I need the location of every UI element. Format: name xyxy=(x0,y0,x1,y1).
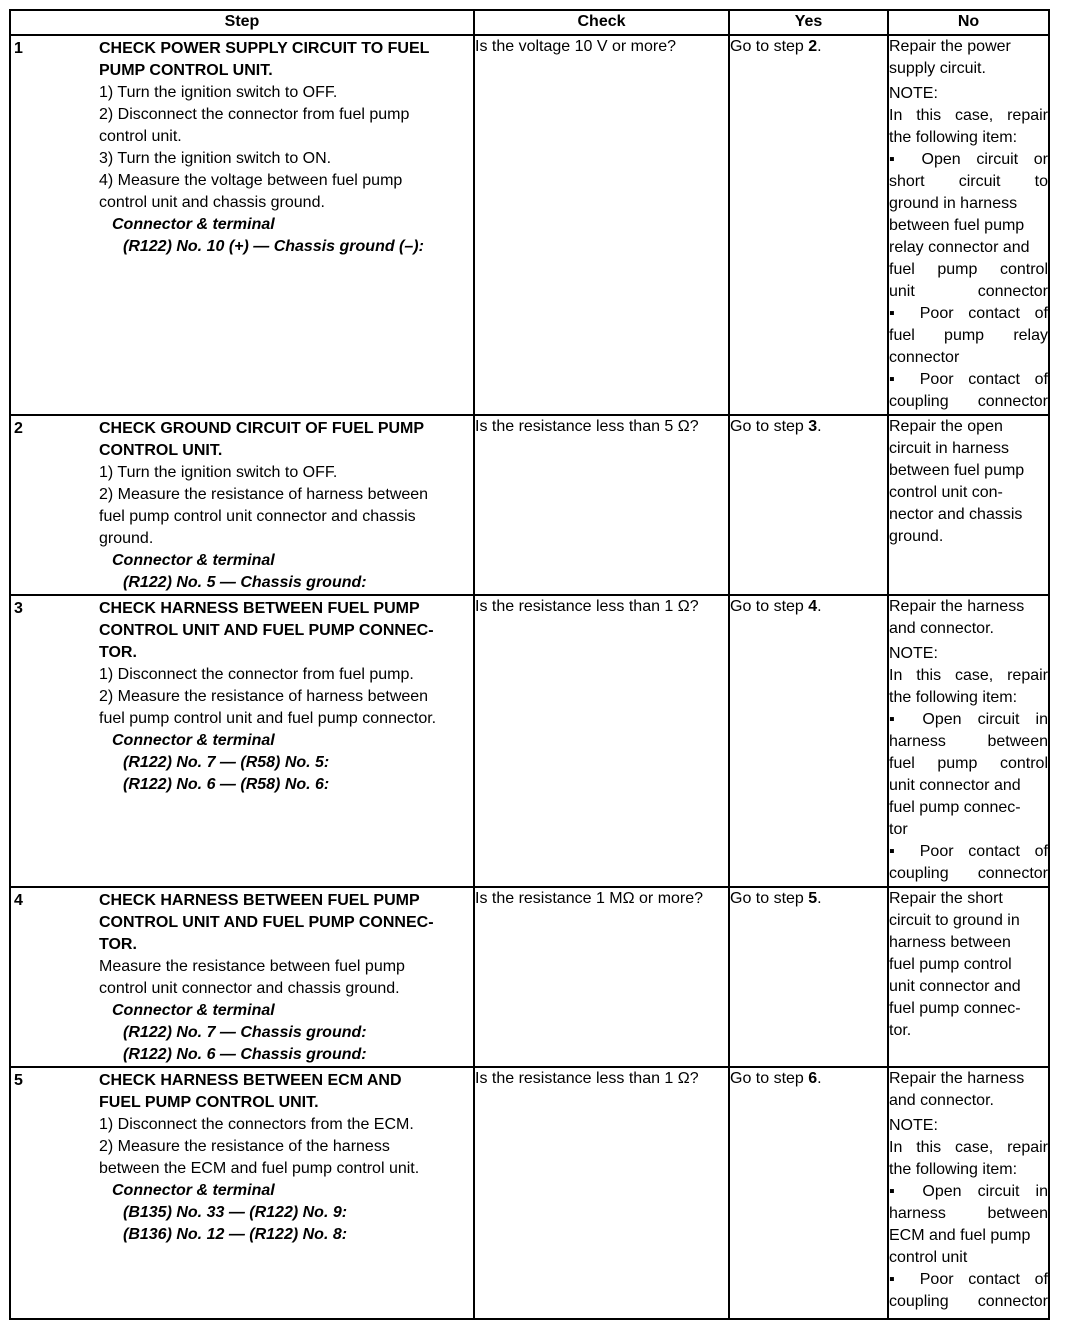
step-instruction-line: control unit and chassis ground. xyxy=(99,194,325,211)
no-action-line: tor. xyxy=(889,1022,912,1039)
yes-prefix: Go to step xyxy=(730,598,809,615)
note-label: NOTE: xyxy=(889,645,938,662)
yes-cell xyxy=(729,595,888,887)
no-action-line: unit connector and xyxy=(889,978,1021,995)
step-number: 2 xyxy=(14,420,23,437)
step-cell xyxy=(10,415,474,595)
yes-step-ref: 4 xyxy=(808,598,818,615)
terminal-spec: (R122) No. 7 — Chassis ground: xyxy=(123,1024,367,1041)
note-line: control unit xyxy=(889,1249,968,1266)
table-row xyxy=(10,887,1049,1067)
yes-cell xyxy=(729,1067,888,1319)
note-line: ▪ Open circuit in xyxy=(889,711,1048,728)
no-action-line: Repair the harness xyxy=(889,598,1025,615)
note-line: ECM and fuel pump xyxy=(889,1227,1031,1244)
header-check: Check xyxy=(474,10,729,35)
step-body xyxy=(99,416,473,594)
step-instruction-line: control unit. xyxy=(99,128,182,145)
note-line: unit connector xyxy=(889,283,1048,300)
no-action-line: control unit con- xyxy=(889,484,1003,501)
no-cell xyxy=(888,1067,1049,1319)
step-instruction-line: ground. xyxy=(99,530,154,547)
no-action-line: Repair the short xyxy=(889,890,1003,907)
step-title-line: PUMP CONTROL UNIT. xyxy=(99,62,273,79)
terminal-spec: (R122) No. 6 — (R58) No. 6: xyxy=(123,776,330,793)
yes-prefix: Go to step xyxy=(730,890,809,907)
step-title-line: CHECK GROUND CIRCUIT OF FUEL PUMP xyxy=(99,420,425,437)
connector-label: Connector & terminal xyxy=(112,732,275,749)
note-line: coupling connector xyxy=(889,393,1048,410)
note-line: tor xyxy=(889,821,908,838)
yes-action: Go to step 4. xyxy=(730,598,822,615)
step-instruction-line: 1) Disconnect the connectors from the ECM. xyxy=(99,1116,414,1133)
note-line: ▪ Poor contact of xyxy=(889,1271,1048,1288)
step-title-line: CHECK POWER SUPPLY CIRCUIT TO FUEL xyxy=(99,40,430,57)
note-line: coupling connector xyxy=(889,865,1048,882)
diagnostic-table xyxy=(9,9,1050,1320)
step-instruction-line: control unit connector and chassis ground. xyxy=(99,980,400,997)
no-action-line: and connector. xyxy=(889,620,994,637)
yes-action: Go to step 2. xyxy=(730,38,822,55)
no-cell xyxy=(888,35,1049,415)
yes-action: Go to step 3. xyxy=(730,418,822,435)
step-number: 5 xyxy=(14,1072,23,1089)
step-instruction-line: 1) Disconnect the connector from fuel pump. xyxy=(99,666,414,683)
check-cell xyxy=(474,595,729,887)
step-body xyxy=(99,36,473,258)
note-line: connector xyxy=(889,349,960,366)
note-line: ▪ Open circuit in xyxy=(889,1183,1048,1200)
no-action-line: Repair the harness xyxy=(889,1070,1025,1087)
step-cell xyxy=(10,887,474,1067)
step-body xyxy=(99,888,473,1066)
step-title-line: CONTROL UNIT AND FUEL PUMP CONNEC- xyxy=(99,622,434,639)
note-label: NOTE: xyxy=(889,1117,938,1134)
yes-prefix: Go to step xyxy=(730,38,809,55)
step-instruction-line: fuel pump control unit and fuel pump connector. xyxy=(99,710,437,727)
connector-label: Connector & terminal xyxy=(112,1182,275,1199)
connector-label: Connector & terminal xyxy=(112,216,275,233)
step-instruction-line: 2) Disconnect the connector from fuel pump xyxy=(99,106,410,123)
step-cell xyxy=(10,35,474,415)
table-body xyxy=(10,35,1049,1319)
no-cell xyxy=(888,595,1049,887)
terminal-spec: (R122) No. 10 (+) — Chassis ground (–): xyxy=(123,238,424,255)
check-question: Is the voltage 10 V or more? xyxy=(475,38,676,55)
step-title-line: CHECK HARNESS BETWEEN ECM AND xyxy=(99,1072,402,1089)
yes-action: Go to step 6. xyxy=(730,1070,822,1087)
note-line: coupling connector xyxy=(889,1293,1048,1310)
step-cell xyxy=(10,595,474,887)
yes-step-ref: 6 xyxy=(808,1070,818,1087)
note-line: fuel pump connec- xyxy=(889,799,1021,816)
note-line: short circuit to xyxy=(889,173,1048,190)
note-line: In this case, repair xyxy=(889,107,1048,124)
table-row xyxy=(10,35,1049,415)
terminal-spec: (R122) No. 7 — (R58) No. 5: xyxy=(123,754,330,771)
step-title-line: CONTROL UNIT AND FUEL PUMP CONNEC- xyxy=(99,914,434,931)
step-title-line: CHECK HARNESS BETWEEN FUEL PUMP xyxy=(99,600,420,617)
header-yes: Yes xyxy=(729,10,888,35)
yes-cell xyxy=(729,415,888,595)
yes-step-ref: 5 xyxy=(808,890,818,907)
check-cell xyxy=(474,35,729,415)
no-cell xyxy=(888,887,1049,1067)
step-number: 3 xyxy=(14,600,23,617)
header-no: No xyxy=(888,10,1049,35)
step-cell xyxy=(10,1067,474,1319)
no-action-line: and connector. xyxy=(889,1092,994,1109)
no-action-line: supply circuit. xyxy=(889,60,986,77)
note-line: ▪ Poor contact of xyxy=(889,305,1048,322)
no-action-line: Repair the open xyxy=(889,418,1003,435)
step-instruction-line: 1) Turn the ignition switch to OFF. xyxy=(99,84,338,101)
step-instruction-line: between the ECM and fuel pump control unit. xyxy=(99,1160,420,1177)
yes-prefix: Go to step xyxy=(730,1070,809,1087)
note-line: the following item: xyxy=(889,129,1018,146)
note-line: In this case, repair xyxy=(889,1139,1048,1156)
step-title-line: CHECK HARNESS BETWEEN FUEL PUMP xyxy=(99,892,420,909)
table-row xyxy=(10,595,1049,887)
note-line: fuel pump control xyxy=(889,755,1048,772)
step-body xyxy=(99,1068,473,1246)
note-line: ▪ Poor contact of xyxy=(889,843,1048,860)
terminal-spec: (R122) No. 6 — Chassis ground: xyxy=(123,1046,367,1063)
check-question: Is the resistance less than 5 Ω? xyxy=(475,418,699,435)
step-instruction-line: Measure the resistance between fuel pump xyxy=(99,958,405,975)
no-action-line: fuel pump connec- xyxy=(889,1000,1021,1017)
yes-action: Go to step 5. xyxy=(730,890,822,907)
step-instruction-line: fuel pump control unit connector and chassis xyxy=(99,508,416,525)
terminal-spec: (B135) No. 33 — (R122) No. 9: xyxy=(123,1204,348,1221)
step-instruction-line: 4) Measure the voltage between fuel pump xyxy=(99,172,403,189)
no-action-line: ground. xyxy=(889,528,944,545)
yes-step-ref: 2 xyxy=(808,38,818,55)
yes-step-ref: 3 xyxy=(808,418,818,435)
header-row xyxy=(10,10,1049,35)
yes-cell xyxy=(729,35,888,415)
connector-label: Connector & terminal xyxy=(112,552,275,569)
terminal-spec: (R122) No. 5 — Chassis ground: xyxy=(123,574,367,591)
step-number: 4 xyxy=(14,892,23,909)
table-row xyxy=(10,415,1049,595)
step-instruction-line: 2) Measure the resistance of the harness xyxy=(99,1138,390,1155)
note-line: the following item: xyxy=(889,1161,1018,1178)
no-action-line: nector and chassis xyxy=(889,506,1023,523)
step-instruction-line: 1) Turn the ignition switch to OFF. xyxy=(99,464,338,481)
note-line: unit connector and xyxy=(889,777,1021,794)
table-row xyxy=(10,1067,1049,1319)
step-instruction-line: 2) Measure the resistance of harness between xyxy=(99,688,429,705)
no-action-line: Repair the power xyxy=(889,38,1011,55)
no-cell xyxy=(888,415,1049,595)
step-title-line: FUEL PUMP CONTROL UNIT. xyxy=(99,1094,319,1111)
note-line: between fuel pump xyxy=(889,217,1025,234)
step-title-line: TOR. xyxy=(99,644,137,661)
note-line: fuel pump control xyxy=(889,261,1048,278)
no-action-line: fuel pump control xyxy=(889,956,1012,973)
check-question: Is the resistance less than 1 Ω? xyxy=(475,598,699,615)
step-body xyxy=(99,596,473,796)
connector-label: Connector & terminal xyxy=(112,1002,275,1019)
check-cell xyxy=(474,887,729,1067)
note-line: harness between xyxy=(889,733,1048,750)
note-line: ▪ Open circuit or xyxy=(889,151,1048,168)
yes-cell xyxy=(729,887,888,1067)
note-line: In this case, repair xyxy=(889,667,1048,684)
step-instruction-line: 2) Measure the resistance of harness between xyxy=(99,486,429,503)
step-instruction-line: 3) Turn the ignition switch to ON. xyxy=(99,150,332,167)
step-number: 1 xyxy=(14,40,23,57)
note-line: fuel pump relay xyxy=(889,327,1048,344)
note-line: relay connector and xyxy=(889,239,1030,256)
note-label: NOTE: xyxy=(889,85,938,102)
check-question: Is the resistance 1 MΩ or more? xyxy=(475,890,704,907)
header-step: Step xyxy=(10,10,474,35)
step-title-line: TOR. xyxy=(99,936,137,953)
no-action-line: circuit to ground in xyxy=(889,912,1020,929)
no-action-line: circuit in harness xyxy=(889,440,1010,457)
note-line: ground in harness xyxy=(889,195,1018,212)
terminal-spec: (B136) No. 12 — (R122) No. 8: xyxy=(123,1226,348,1243)
step-title-line: CONTROL UNIT. xyxy=(99,442,223,459)
check-cell xyxy=(474,1067,729,1319)
note-line: harness between xyxy=(889,1205,1048,1222)
note-line: ▪ Poor contact of xyxy=(889,371,1048,388)
note-line: the following item: xyxy=(889,689,1018,706)
no-action-line: harness between xyxy=(889,934,1011,951)
no-action-line: between fuel pump xyxy=(889,462,1025,479)
check-cell xyxy=(474,415,729,595)
yes-prefix: Go to step xyxy=(730,418,809,435)
check-question: Is the resistance less than 1 Ω? xyxy=(475,1070,699,1087)
